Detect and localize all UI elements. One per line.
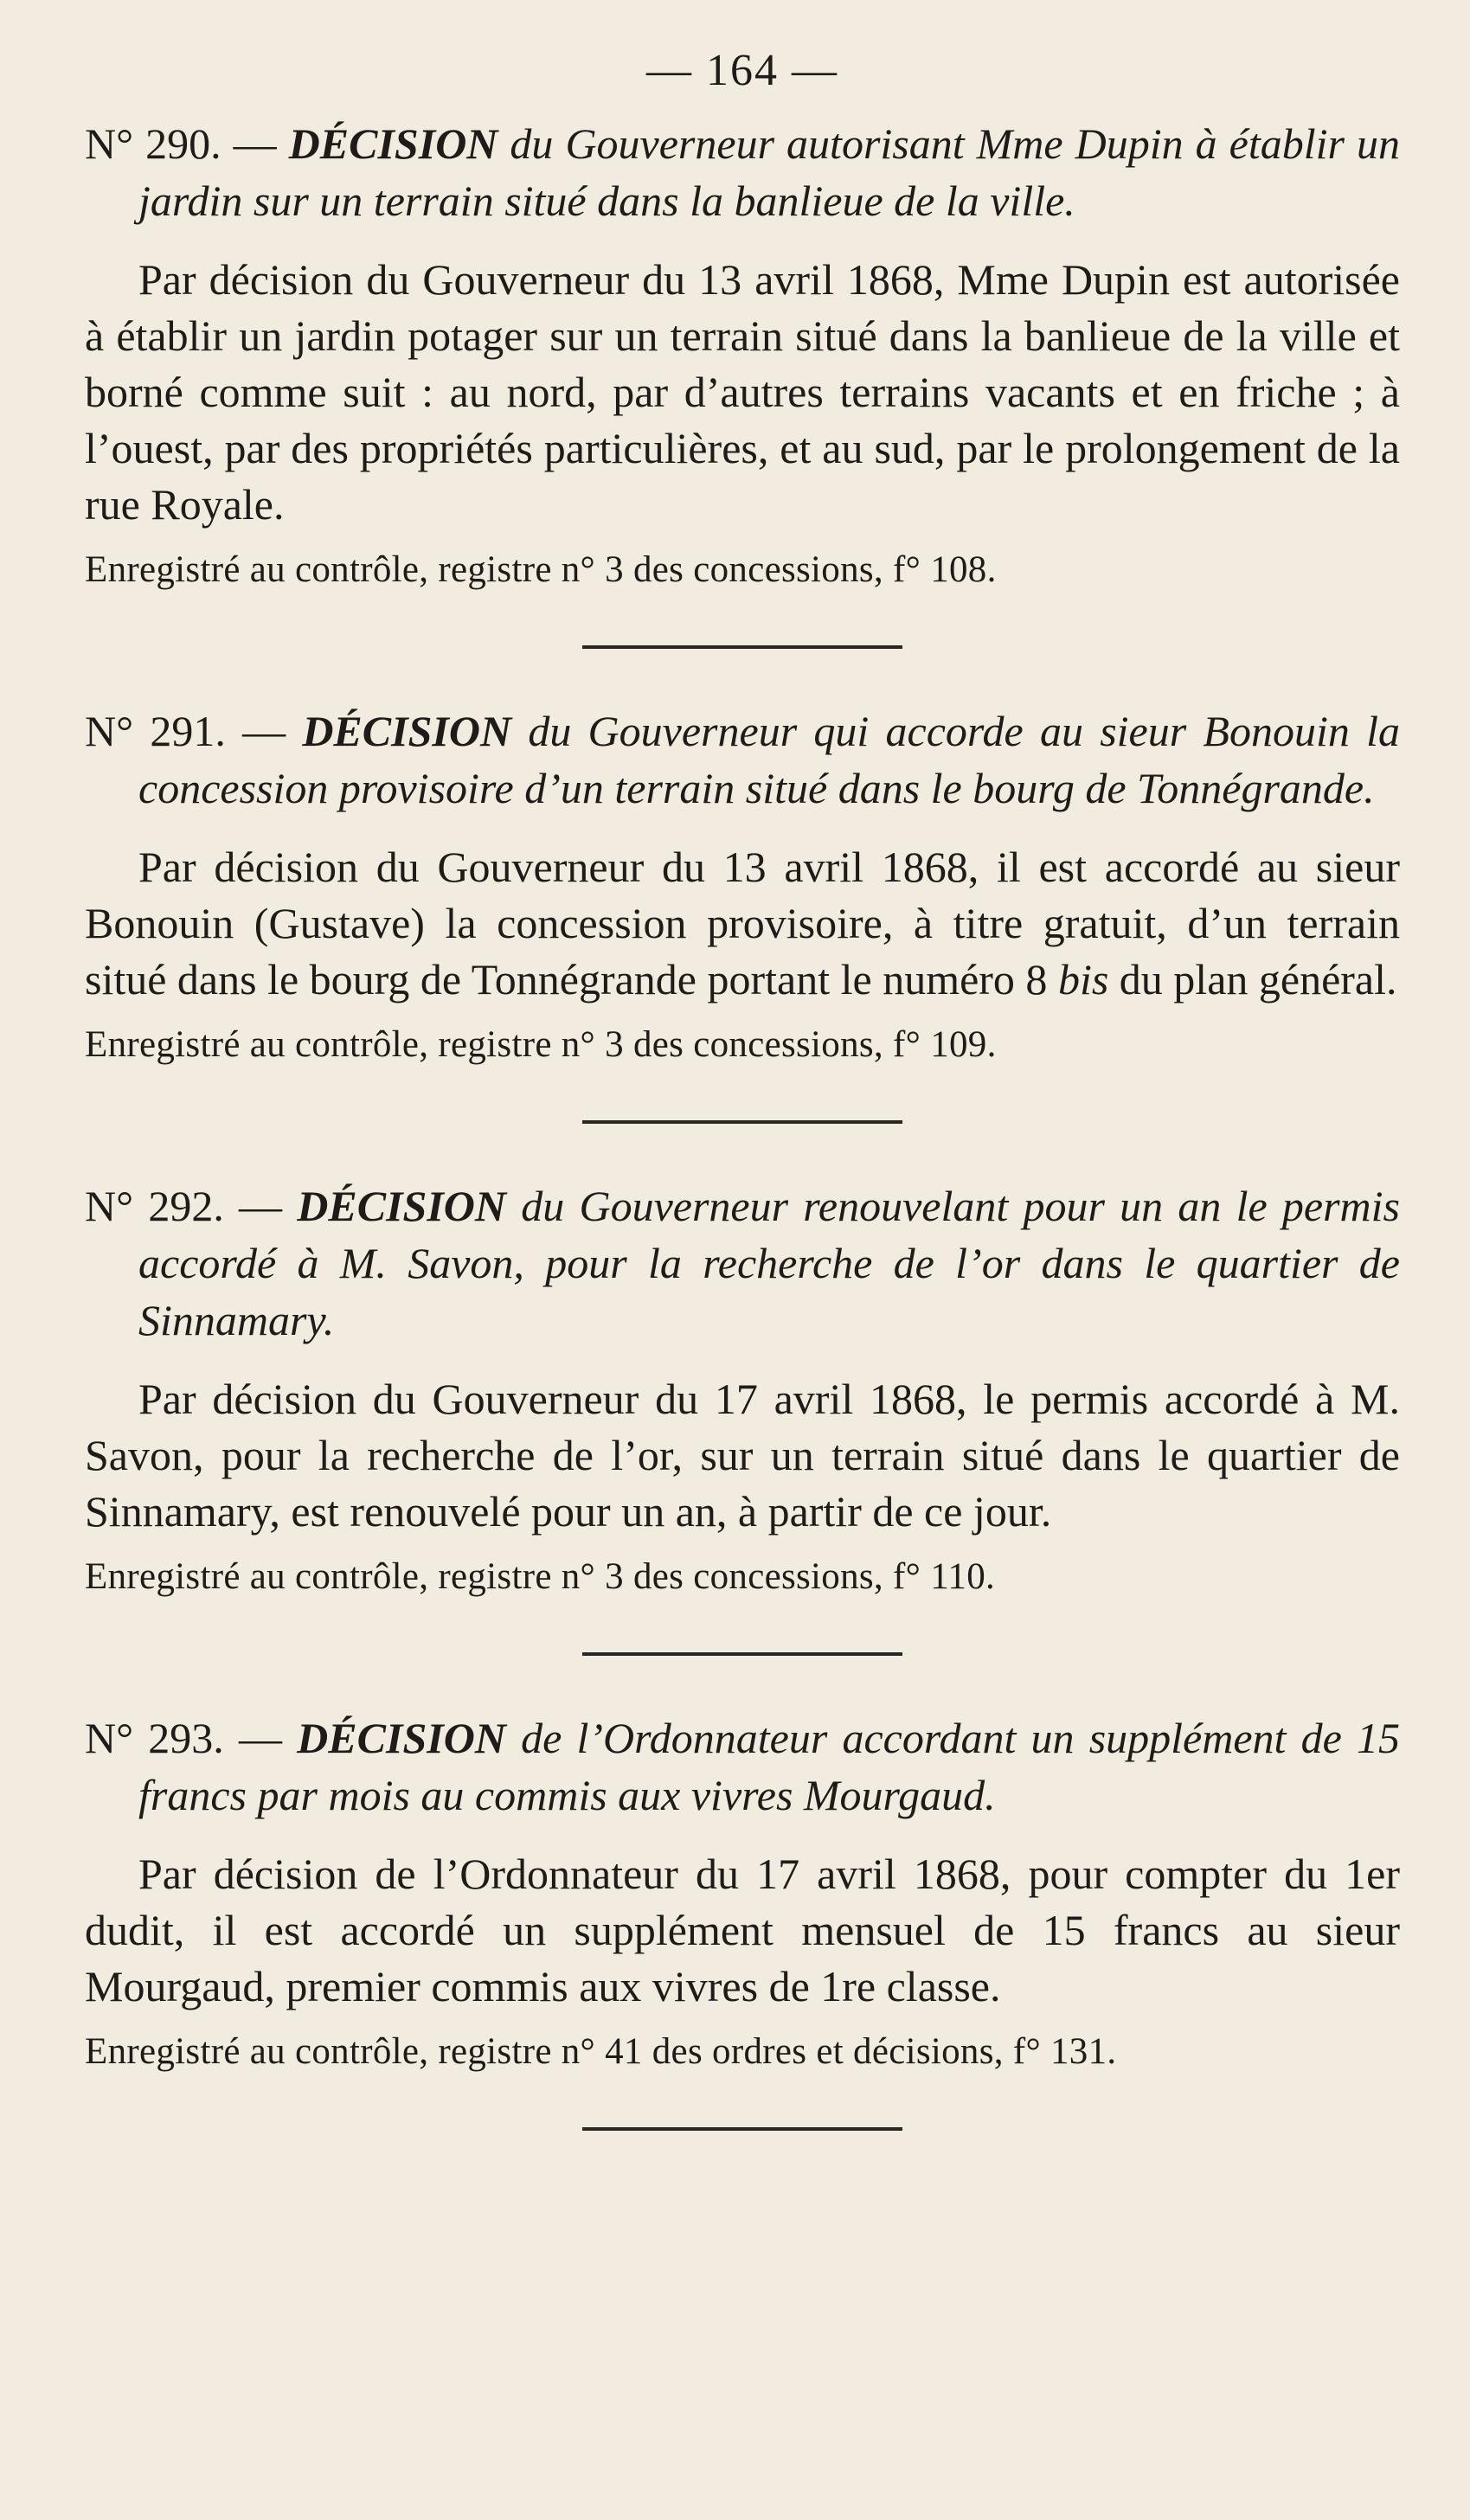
entry-291 bbox=[85, 702, 1400, 1070]
entry-body-text: Par décision du Gouverneur du 13 avril 1868, il est accordé au sieur Bonouin (Gustave) la concession provisoire, à titre gratuit, d’un terrain situé dans le bourg de Tonnégrande portant le numéro 8 bbox=[85, 843, 1400, 1004]
page-number: — 164 — bbox=[646, 46, 838, 95]
section-divider bbox=[582, 645, 902, 649]
entry-registration: Enregistré au contrôle, registre n° 3 des concessions, f° 109. bbox=[85, 1024, 997, 1065]
entry-kind: DÉCISION bbox=[297, 1182, 507, 1230]
entry-description: du Gouverneur qui accorde au sieur Bonouin la concession provisoire d’un terrain situé dans le bourg de Tonnégrande. bbox=[138, 707, 1400, 812]
entry-number: N° 291. — bbox=[85, 707, 303, 755]
entry-heading bbox=[85, 1177, 1400, 1349]
entry-heading bbox=[85, 1709, 1400, 1824]
entry-kind: DÉCISION bbox=[302, 707, 512, 755]
entry-body-italic: bis bbox=[1057, 955, 1109, 1004]
entry-body: Par décision du Gouverneur du 13 avril 1868, Mme Dupin est autorisée à établir un jardin potager sur un terrain situé dans la banlieue de la ville et borné comme suit : au nord, par d’autres terrains vacants et en friche ; à l’ouest, par des propriétés particulières, et au sud, par le prolongement de la rue Royale. bbox=[85, 255, 1400, 529]
entry-registration: Enregistré au contrôle, registre n° 41 des ordres et décisions, f° 131. bbox=[85, 2031, 1117, 2072]
section-divider bbox=[582, 2127, 902, 2131]
entry-number: N° 293. — bbox=[85, 1714, 298, 1762]
section-divider bbox=[582, 1652, 902, 1656]
entry-number: N° 292. — bbox=[85, 1182, 298, 1230]
section-divider bbox=[582, 1120, 902, 1124]
entry-body bbox=[85, 839, 1400, 1008]
entry-body-text-end: du plan général. bbox=[1108, 955, 1397, 1004]
entry-292 bbox=[85, 1177, 1400, 1602]
entry-heading bbox=[85, 702, 1400, 817]
entry-kind: DÉCISION bbox=[297, 1714, 506, 1762]
entry-description: de l’Ordonnateur accordant un supplément de 15 francs par mois au commis aux vivres Mourgaud. bbox=[138, 1714, 1401, 1819]
entry-290 bbox=[85, 115, 1400, 595]
entry-number: N° 290. — bbox=[85, 119, 289, 168]
entry-description: du Gouverneur autorisant Mme Dupin à établir un jardin sur un terrain situé dans la banlieue de la ville. bbox=[138, 119, 1400, 225]
entry-293 bbox=[85, 1709, 1400, 2077]
entry-body: Par décision de l’Ordonnateur du 17 avril 1868, pour compter du 1er dudit, il est accordé un supplément mensuel de 15 francs au sieur Mourgaud, premier commis aux vivres de 1re classe. bbox=[85, 1850, 1400, 2010]
entry-registration: Enregistré au contrôle, registre n° 3 des concessions, f° 108. bbox=[85, 549, 997, 590]
entry-registration: Enregistré au contrôle, registre n° 3 des concessions, f° 110. bbox=[85, 1556, 996, 1597]
entry-body: Par décision du Gouverneur du 17 avril 1868, le permis accordé à M. Savon, pour la recherche de l’or, sur un terrain situé dans le quartier de Sinnamary, est renouvelé pour un an, à partir de ce jour. bbox=[85, 1375, 1400, 1536]
entry-kind: DÉCISION bbox=[288, 119, 498, 168]
entry-description: du Gouverneur renouvelant pour un an le permis accordé à M. Savon, pour la recherche de l’or dans le quartier de Sinnamary. bbox=[138, 1182, 1400, 1344]
document-page bbox=[85, 45, 1400, 2184]
entry-heading bbox=[85, 115, 1400, 229]
